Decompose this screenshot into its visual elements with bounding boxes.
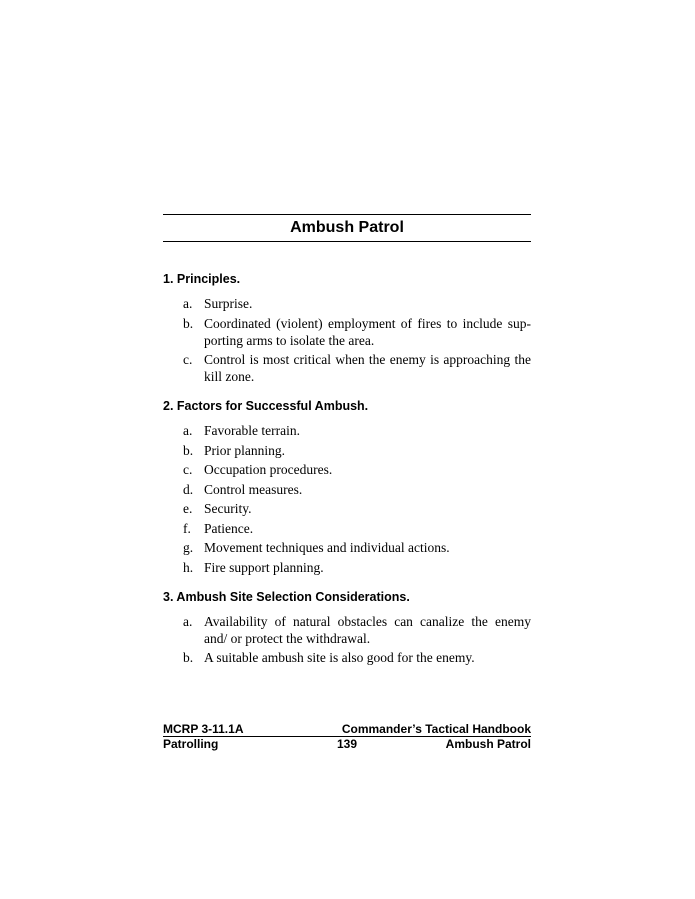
item-text: Control measures. [204, 481, 303, 497]
section-heading: 2. Factors for Successful Ambush. [163, 399, 369, 413]
item-letter: c. [183, 352, 193, 367]
page-content [163, 214, 531, 680]
list-item [163, 481, 531, 498]
item-letter: h. [183, 559, 194, 575]
item-list [163, 295, 531, 385]
item-text: A suitable ambush site is also good for the enemy. [204, 650, 475, 665]
item-letter: e. [183, 501, 193, 516]
item-text: Prior planning. [204, 442, 285, 458]
item-letter: b. [183, 315, 194, 331]
sections [163, 272, 531, 666]
item-text: Availability of natural obstacles can canalize the enemy and/ or protect the withdrawal. [204, 613, 531, 646]
list-item [163, 520, 531, 537]
list-item [163, 539, 531, 556]
footer-top-row [163, 722, 531, 737]
item-letter: a. [183, 613, 193, 629]
doc-number: MCRP 3-11.1A [163, 722, 244, 736]
section-title: Ambush Patrol [445, 737, 531, 751]
item-letter: d. [183, 481, 194, 497]
item-text: Coordinated (violent) employment of fires to include sup- porting arms to isolate the area. [204, 315, 531, 348]
item-text: Control is most critical when the enemy is approaching the kill zone. [204, 352, 531, 384]
book-title: Commander’s Tactical Handbook [341, 722, 531, 736]
title-block [163, 214, 531, 242]
list-item [163, 649, 531, 666]
list-item [163, 461, 531, 478]
page-title: Ambush Patrol [290, 219, 404, 236]
section-site-selection [163, 590, 531, 667]
page-number: 139 [336, 737, 358, 751]
item-list [163, 422, 531, 576]
item-text: Occupation procedures. [204, 462, 333, 477]
page-footer [163, 722, 531, 751]
section-factors [163, 399, 531, 576]
item-letter: b. [183, 442, 194, 458]
item-text: Movement techniques and individual actions. [204, 540, 450, 555]
section-heading: 3. Ambush Site Selection Considerations. [163, 589, 410, 604]
list-item [163, 442, 531, 459]
list-item [163, 351, 531, 385]
list-item [163, 500, 531, 517]
item-letter: a. [183, 423, 193, 438]
list-item [163, 613, 531, 647]
item-text: Patience. [204, 520, 254, 536]
item-list [163, 613, 531, 667]
item-letter: c. [183, 462, 193, 477]
list-item [163, 422, 531, 439]
list-item [163, 315, 531, 349]
list-item [163, 295, 531, 312]
item-letter: g. [183, 540, 194, 555]
section-heading: 1. Principles. [163, 272, 241, 286]
item-letter: a. [183, 296, 193, 311]
footer-bottom-row [163, 737, 531, 751]
list-item [163, 559, 531, 576]
item-text: Surprise. [204, 296, 253, 311]
item-text: Favorable terrain. [204, 423, 300, 438]
section-principles [163, 272, 531, 385]
item-letter: b. [183, 650, 194, 665]
item-letter: f. [183, 520, 191, 536]
item-text: Security. [204, 501, 252, 516]
chapter-name: Patrolling [163, 737, 219, 751]
item-text: Fire support planning. [204, 559, 324, 575]
